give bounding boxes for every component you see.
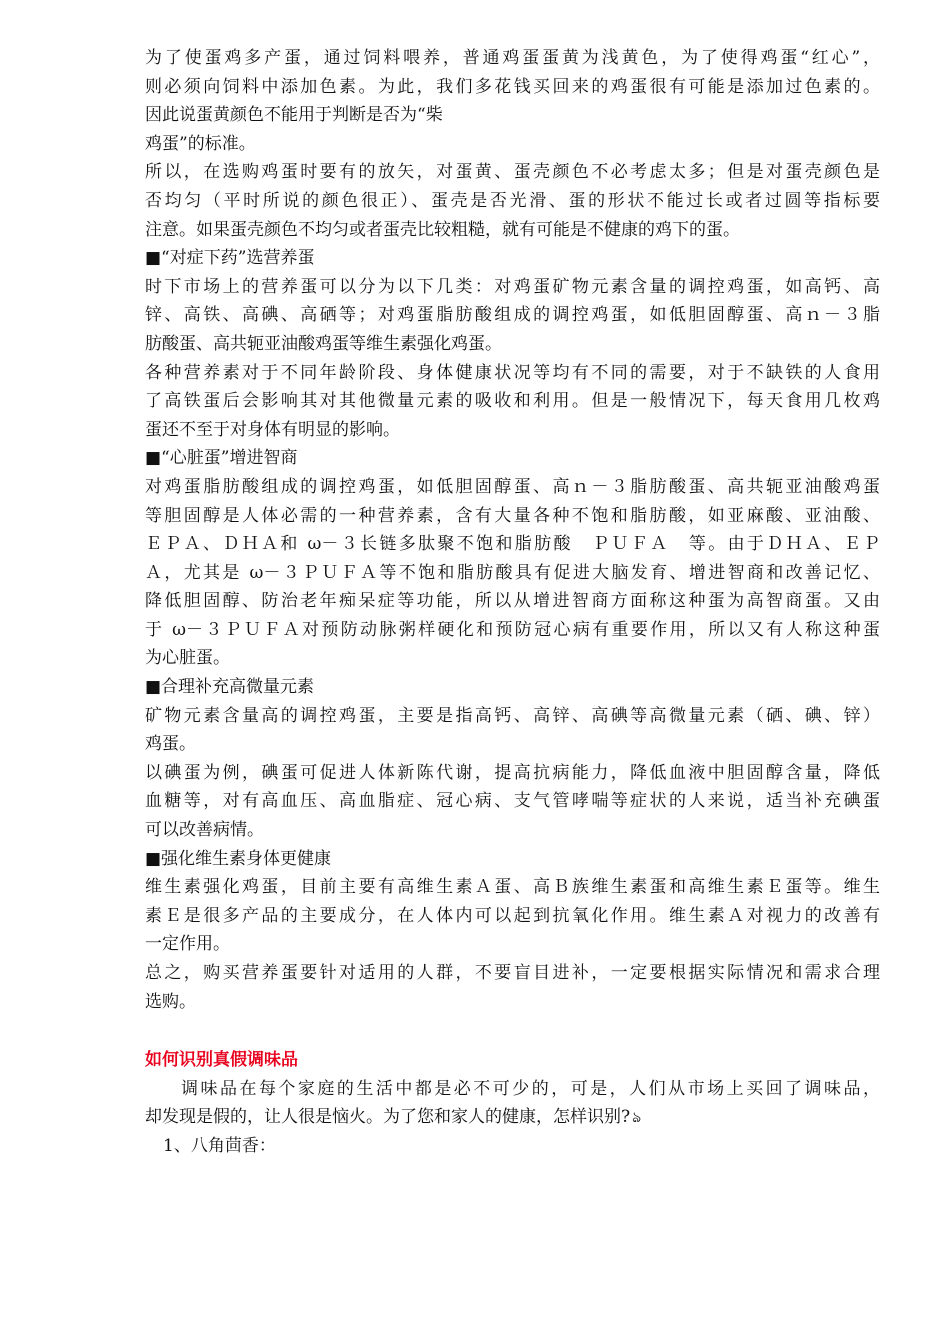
subsection-heading: ■合理补充高微量元素 <box>145 677 315 698</box>
subsection-heading: ■“心脏蛋”增进智商 <box>145 448 298 469</box>
paragraph-line: 对鸡蛋脂肪酸组成的调控鸡蛋，如低胆固醇蛋、高ｎ－３脂肪酸蛋、高共轭亚油酸鸡蛋 <box>145 476 880 497</box>
paragraph-line: 素Ｅ是很多产品的主要成分，在人体内可以起到抗氧化作用。维生素Ａ对视力的改善有 <box>145 905 880 926</box>
paragraph-line: 等胆固醇是人体必需的一种营养素，含有大量各种不饱和脂肪酸，如亚麻酸、亚油酸、 <box>145 505 880 526</box>
paragraph-line: 因此说蛋黄颜色不能用于判断是否为“柴 <box>145 105 443 126</box>
paragraph-line: 降低胆固醇、防治老年痴呆症等功能，所以从增进智商方面称这种蛋为高智商蛋。又由 <box>145 591 880 612</box>
intro-paragraph-line-1: 调味品在每个家庭的生活中都是必不可少的，可是，人们从市场上买回了调味品， <box>181 1078 880 1099</box>
paragraph-line: Ａ，尤其是 ω－３ＰＵＦＡ等不饱和脂肪酸具有促进大脑发育、增进智商和改善记忆、 <box>145 562 880 583</box>
section-gap <box>145 1016 880 1046</box>
paragraph-line: 锌、高铁、高碘、高硒等；对鸡蛋脂肪酸组成的调控鸡蛋，如低胆固醇蛋、高ｎ－３脂 <box>145 305 880 326</box>
paragraph-line: 鸡蛋”的标准。 <box>145 133 256 154</box>
article-body <box>145 44 880 1016</box>
paragraph-line: 时下市场上的营养蛋可以分为以下几类：对鸡蛋矿物元素含量的调控鸡蛋，如高钙、高 <box>145 276 880 297</box>
decorative-symbol-icon: ঌ <box>632 1108 642 1127</box>
paragraph-line: 血糖等，对有高血压、高血脂症、冠心病、支气管哮喘等症状的人来说，适当补充碘蛋 <box>145 791 880 812</box>
paragraph-line: 矿物元素含量高的调控鸡蛋，主要是指高钙、高锌、高碘等高微量元素（硒、碘、锌） <box>145 705 880 726</box>
paragraph-line: 一定作用。 <box>145 934 230 955</box>
paragraph-line: 鸡蛋。 <box>145 734 196 755</box>
paragraph-line: 各种营养素对于不同年龄阶段、身体健康状况等均有不同的需要，对于不缺铁的人食用 <box>145 362 880 383</box>
paragraph-line: 注意。如果蛋壳颜色不均匀或者蛋壳比较粗糙，就有可能是不健康的鸡下的蛋。 <box>145 219 740 240</box>
paragraph-line: 以碘蛋为例，碘蛋可促进人体新陈代谢，提高抗病能力，降低血液中胆固醇含量，降低 <box>145 762 880 783</box>
intro-paragraph-line-2 <box>145 1103 880 1132</box>
paragraph-line: 可以改善病情。 <box>145 820 264 841</box>
document-page <box>145 44 880 1161</box>
intro-paragraph-text: 却发现是假的，让人很是恼火。为了您和家人的健康，怎样识别? <box>145 1107 631 1128</box>
subsection-heading: ■强化维生素身体更健康 <box>145 848 332 869</box>
section-heading: 如何识别真假调味品 <box>145 1050 298 1071</box>
paragraph-line: 维生素强化鸡蛋，目前主要有高维生素Ａ蛋、高Ｂ族维生素蛋和高维生素Ｅ蛋等。维生 <box>145 877 880 898</box>
subsection-heading: ■“对症下药”选营养蛋 <box>145 248 315 269</box>
paragraph-line: 蛋还不至于对身体有明显的影响。 <box>145 419 400 440</box>
paragraph-line: 否均匀（平时所说的颜色很正）、蛋壳是否光滑、蛋的形状不能过长或者过圆等指标要 <box>145 190 880 211</box>
paragraph-line: ＥＰＡ、ＤＨＡ和 ω－３长链多肽聚不饱和脂肪酸 ＰＵＦＡ 等。由于ＤＨＡ、ＥＰ <box>145 534 880 555</box>
paragraph-line: 则必须向饲料中添加色素。为此，我们多花钱买回来的鸡蛋很有可能是添加过色素的。 <box>145 76 880 97</box>
paragraph-line: 了高铁蛋后会影响其对其他微量元素的吸收和利用。但是一般情况下，每天食用几枚鸡 <box>145 391 880 412</box>
paragraph-line: 选购。 <box>145 991 196 1012</box>
paragraph-line: 肪酸蛋、高共轭亚油酸鸡蛋等维生素强化鸡蛋。 <box>145 333 502 354</box>
paragraph-line: 于 ω－３ＰＵＦＡ对预防动脉粥样硬化和预防冠心病有重要作用，所以又有人称这种蛋 <box>145 619 880 640</box>
paragraph-line: 为了使蛋鸡多产蛋，通过饲料喂养，普通鸡蛋蛋黄为浅黄色，为了使得鸡蛋“红心”， <box>145 48 880 68</box>
paragraph-line: 所以，在选购鸡蛋时要有的放矢，对蛋黄、蛋壳颜色不必考虑太多；但是对蛋壳颜色是 <box>145 162 880 183</box>
paragraph-line: 总之，购买营养蛋要针对适用的人群，不要盲目进补，一定要根据实际情况和需求合理 <box>145 963 880 983</box>
list-item-star-anise: 1、八角茴香： <box>163 1135 276 1156</box>
paragraph-line: 为心脏蛋。 <box>145 648 230 669</box>
